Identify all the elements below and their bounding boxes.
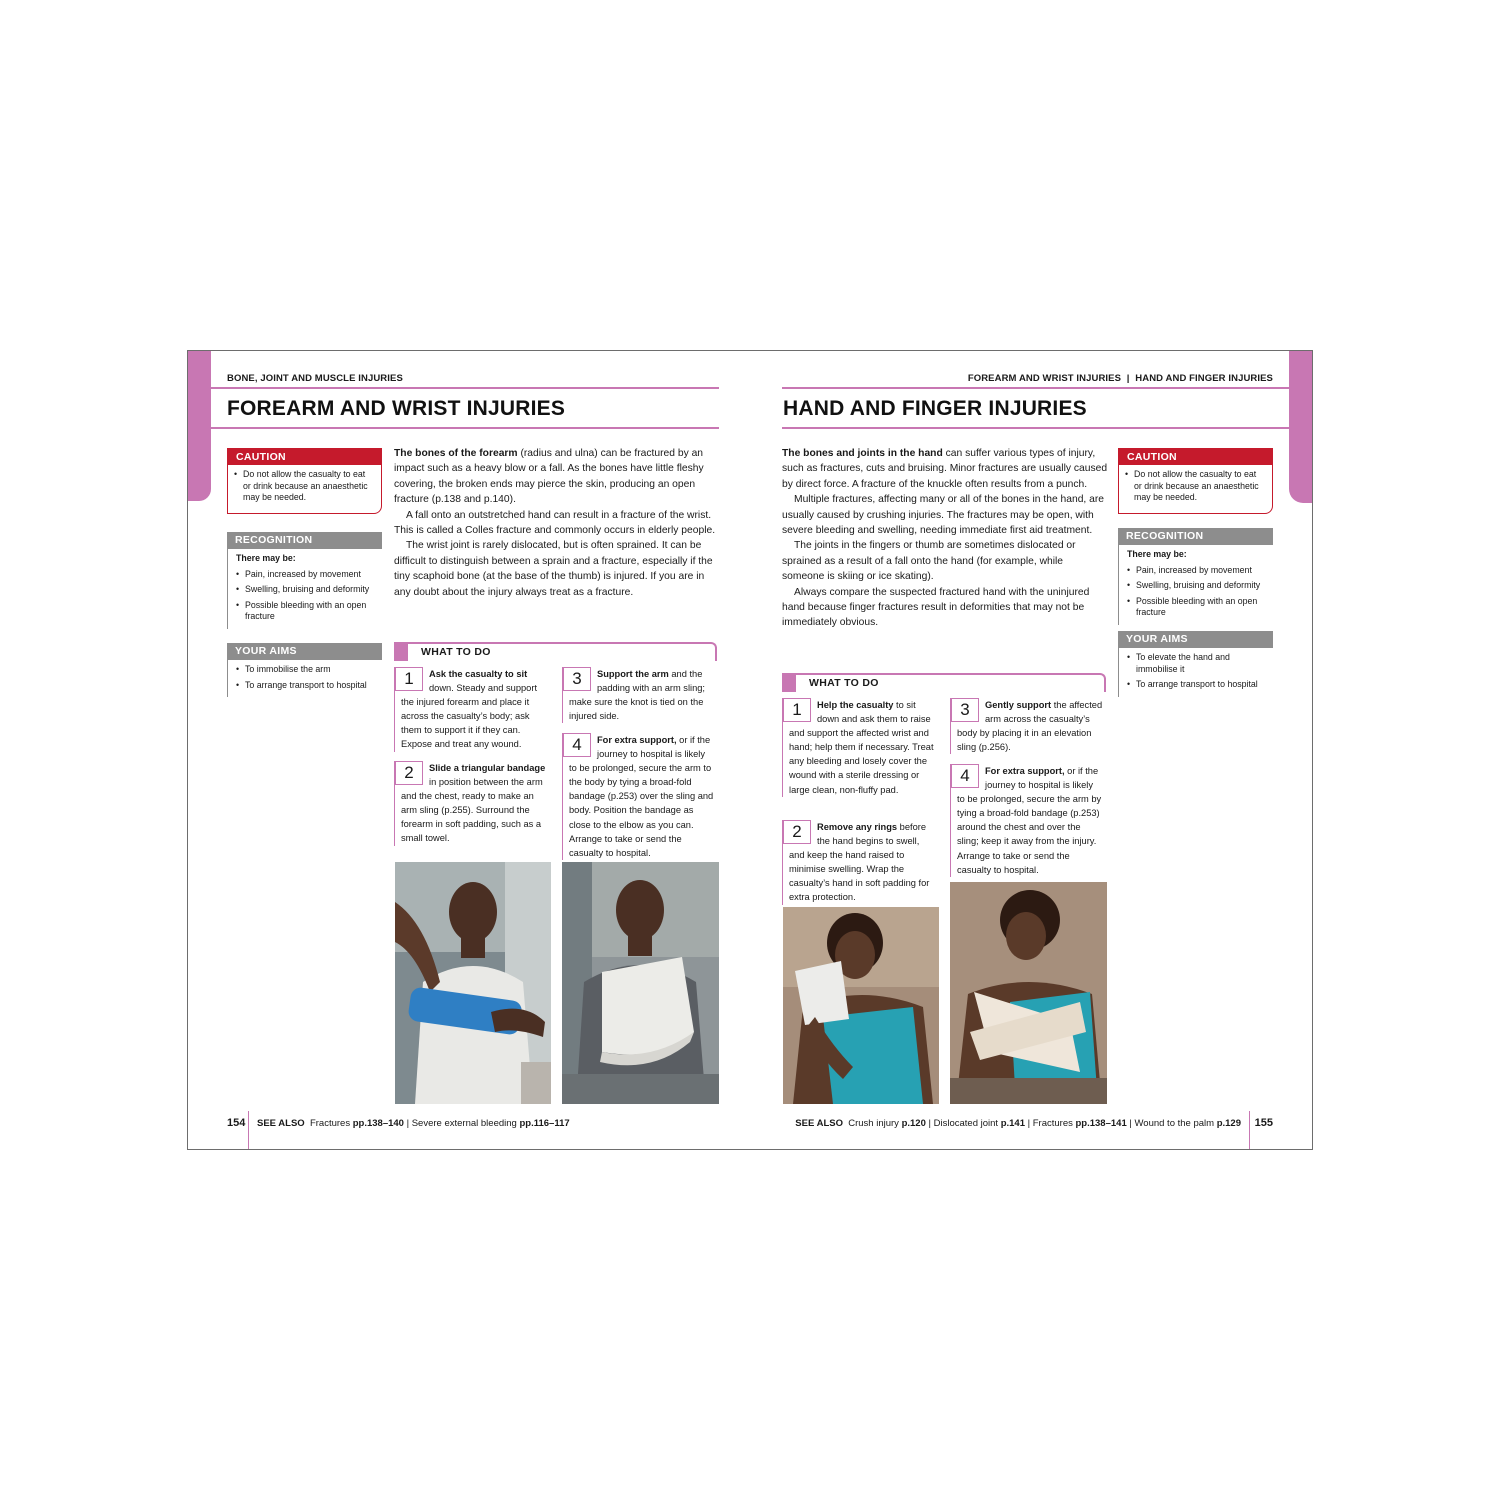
what-to-do-marker: [394, 642, 408, 661]
step-lead: Help the casualty: [817, 700, 894, 710]
step-number: 1: [783, 698, 811, 722]
right-page-title: HAND AND FINGER INJURIES: [783, 397, 1087, 420]
step-number: 4: [563, 733, 591, 757]
right-intro-text: [782, 446, 1108, 631]
step-number: 4: [951, 764, 979, 788]
recognition-intro: There may be:: [236, 553, 296, 563]
aims-item: • To arrange transport to hospital: [236, 680, 376, 692]
see-also-pages: pp.138–140: [352, 1118, 404, 1129]
step-lead: Gently support: [985, 700, 1052, 710]
see-also-label: SEE ALSO: [257, 1118, 305, 1129]
left-intro-text: [394, 446, 721, 600]
step-text: or if the journey to hospital is likely to be prolonged, secure the arm by tying a broad-fold bandage (p.253) around the chest and over the sling; keep it away from the injury. Arrange to take or send the casualty to hospital.: [957, 766, 1102, 875]
left-running-head: BONE, JOINT AND MUSCLE INJURIES: [227, 373, 403, 384]
step-lead: For extra support,: [985, 766, 1065, 776]
left-recognition-box: [227, 532, 382, 629]
caution-heading: CAUTION: [228, 449, 381, 465]
see-also-item[interactable]: [934, 1118, 1025, 1129]
step-lead: For extra support,: [597, 735, 677, 745]
step-text: the affected arm across the casualty’s body by placing it in an elevation sling (p.256).: [957, 700, 1103, 753]
see-also-item[interactable]: [1134, 1118, 1241, 1129]
intro-text: (radius and ulna) can be fractured by an impact such as a heavy blow or a fall. As the bones have little fleshy covering, the broken ends may pierce the skin, producing an open fracture (p.138 and p.140).: [394, 448, 704, 506]
running-head-previous: FOREARM AND WRIST INJURIES: [967, 373, 1122, 384]
intro-lead: The bones and joints in the hand: [782, 448, 943, 459]
right-recognition-box: [1118, 528, 1273, 625]
recognition-item: • Possible bleeding with an open fracture: [1127, 596, 1267, 619]
right-what-to-do-header: [782, 673, 1106, 692]
step-text: in position between the arm and the chest, ready to make an arm sling (p.255). Surround the forearm in soft padding, such as a small towel.: [401, 777, 543, 844]
recognition-heading: RECOGNITION: [1118, 528, 1273, 545]
step-text: and the padding with an arm sling; make sure the knot is tied on the injured side.: [569, 669, 706, 722]
aims-item: • To immobilise the arm: [236, 664, 376, 676]
step-lead: Support the arm: [597, 669, 669, 679]
footer-separator: |: [1027, 1118, 1031, 1129]
recognition-intro: There may be:: [1127, 549, 1187, 559]
left-title-rule-bottom: [211, 427, 719, 429]
left-step-4: [562, 733, 719, 860]
see-also-text: Wound to the palm: [1134, 1118, 1217, 1129]
caution-item: • Do not allow the casualty to eat or drink because an anaesthetic may be needed.: [234, 469, 375, 504]
left-page-tab: [188, 351, 211, 501]
intro-paragraph: A fall onto an outstretched hand can result in a fracture of the wrist. This is called a Colles fracture and commonly occurs in elderly people.: [394, 509, 716, 537]
see-also-pages: p.129: [1216, 1118, 1241, 1129]
photo-arm-padding: [395, 862, 551, 1104]
see-also-pages: pp.116–117: [519, 1118, 570, 1129]
caution-heading: CAUTION: [1119, 449, 1272, 465]
left-page-number: 154: [227, 1117, 246, 1129]
see-also-pages: p.120: [901, 1118, 926, 1129]
recognition-item: • Pain, increased by movement: [236, 569, 376, 581]
see-also-item[interactable]: [412, 1118, 570, 1129]
recognition-item: • Swelling, bruising and deformity: [236, 584, 376, 596]
aims-heading: YOUR AIMS: [1118, 631, 1273, 648]
right-page-number: 155: [1254, 1117, 1273, 1129]
see-also-text: Crush injury: [848, 1118, 902, 1129]
right-title-rule-bottom: [782, 427, 1291, 429]
right-page-tab: [1289, 351, 1312, 503]
step-number: 3: [951, 698, 979, 722]
right-running-head: [968, 373, 1273, 384]
right-see-also: [795, 1118, 1241, 1129]
recognition-item: • Swelling, bruising and deformity: [1127, 580, 1267, 592]
left-see-also: [257, 1118, 570, 1129]
see-also-label: SEE ALSO: [795, 1118, 843, 1129]
left-aims-box: [227, 643, 382, 697]
see-also-text: Fractures: [1032, 1118, 1076, 1129]
intro-paragraph: Multiple fractures, affecting many or all of the bones in the hand, are usually caused by crushing injuries. The fractures may be open, with severe bleeding and swelling, needing immediate first aid treatment.: [782, 494, 1105, 537]
step-number: 1: [395, 667, 423, 691]
right-step-3: [950, 698, 1107, 754]
left-step-1: [394, 667, 551, 752]
left-step-3: [562, 667, 719, 723]
right-caution-box: [1118, 448, 1273, 514]
recognition-item: • Possible bleeding with an open fracture: [236, 600, 376, 623]
right-step-1: [782, 698, 939, 797]
see-also-text: Dislocated joint: [933, 1118, 1001, 1129]
step-text: to sit down and ask them to raise and support the affected wrist and hand; help them if necessary. Treat any bleeding and losely cover the wound with a sterile dressing or large clean, non-fluffy pad.: [789, 700, 934, 795]
footer-separator: |: [928, 1118, 931, 1129]
aims-item: • To arrange transport to hospital: [1127, 679, 1267, 691]
right-aims-box: [1118, 631, 1273, 697]
right-step-2: [782, 820, 939, 905]
left-page-title: FOREARM AND WRIST INJURIES: [227, 397, 566, 420]
what-to-do-label: WHAT TO DO: [809, 677, 879, 689]
step-number: 2: [395, 761, 423, 785]
step-text: or if the journey to hospital is likely to be prolonged, secure the arm to the body by tying a broad-fold bandage (p.253) over the sling and body. Position the bandage as close to the elbow as you can. Arrange to take or send the casualty to hospital.: [569, 735, 714, 858]
see-also-pages: p.141: [1000, 1118, 1025, 1129]
caution-item: • Do not allow the casualty to eat or drink because an anaesthetic may be needed.: [1125, 469, 1266, 504]
step-lead: Remove any rings: [817, 822, 898, 832]
aims-heading: YOUR AIMS: [227, 643, 382, 660]
intro-paragraph: The wrist joint is rarely dislocated, but is often sprained. It can be difficult to distinguish between a sprain and a fracture, especially if the tiny scaphoid bone (at the base of the thumb) is injured. If you are in any doubt about the injury always treat as a fracture.: [394, 540, 713, 598]
intro-lead: The bones of the forearm: [394, 448, 518, 459]
see-also-pages: pp.138–141: [1075, 1118, 1127, 1129]
right-footer-divider: [1249, 1111, 1250, 1149]
running-head-current: HAND AND FINGER INJURIES: [1135, 373, 1273, 384]
intro-paragraph: The joints in the fingers or thumb are sometimes dislocated or sprained as a result of a fall onto the hand (for example, while someone is skiing or ice skating).: [782, 540, 1076, 583]
what-to-do-marker: [782, 673, 796, 692]
recognition-heading: RECOGNITION: [227, 532, 382, 549]
left-footer-divider: [248, 1111, 249, 1149]
see-also-text: Fractures: [309, 1118, 353, 1129]
right-step-4: [950, 764, 1107, 877]
footer-separator: |: [1129, 1118, 1132, 1129]
step-lead: Slide a triangular bandage: [429, 763, 546, 773]
step-lead: Ask the casualty to sit: [429, 669, 528, 679]
left-title-rule-top: [211, 387, 719, 389]
footer-separator: |: [406, 1118, 410, 1129]
aims-item: • To elevate the hand and immobilise it: [1127, 652, 1267, 675]
left-caution-box: [227, 448, 382, 514]
photo-elevation-sling: [950, 882, 1107, 1104]
photo-hand-padding: [783, 907, 939, 1104]
see-also-item[interactable]: [310, 1118, 404, 1129]
step-number: 2: [783, 820, 811, 844]
intro-text: can suffer various types of injury, such as fractures, cuts and bruising. Minor fractures are usually caused by direct force. A fracture of the knuckle often results from a punch.: [782, 448, 1108, 490]
running-head-separator: |: [1126, 373, 1130, 384]
what-to-do-label: WHAT TO DO: [421, 646, 491, 658]
see-also-item[interactable]: [848, 1118, 926, 1129]
left-what-to-do-header: [394, 642, 717, 661]
step-text: down. Steady and support the injured forearm and place it across the casualty’s body; ask them to support it if they can. Expose and treat any wound.: [401, 683, 538, 750]
intro-paragraph: Always compare the suspected fractured hand with the uninjured hand because finger fractures result in deformities that may not be immediately obvious.: [782, 586, 1090, 629]
photo-arm-sling: [562, 862, 719, 1104]
see-also-item[interactable]: [1033, 1118, 1127, 1129]
book-spread: [187, 350, 1313, 1150]
step-number: 3: [563, 667, 591, 691]
right-title-rule-top: [782, 387, 1291, 389]
recognition-item: • Pain, increased by movement: [1127, 565, 1267, 577]
step-text: before the hand begins to swell, and keep the hand raised to minimise swelling. Wrap the casualty’s hand in soft padding for extra protection.: [789, 822, 930, 903]
left-step-2: [394, 761, 551, 846]
see-also-text: Severe external bleeding: [411, 1118, 520, 1129]
